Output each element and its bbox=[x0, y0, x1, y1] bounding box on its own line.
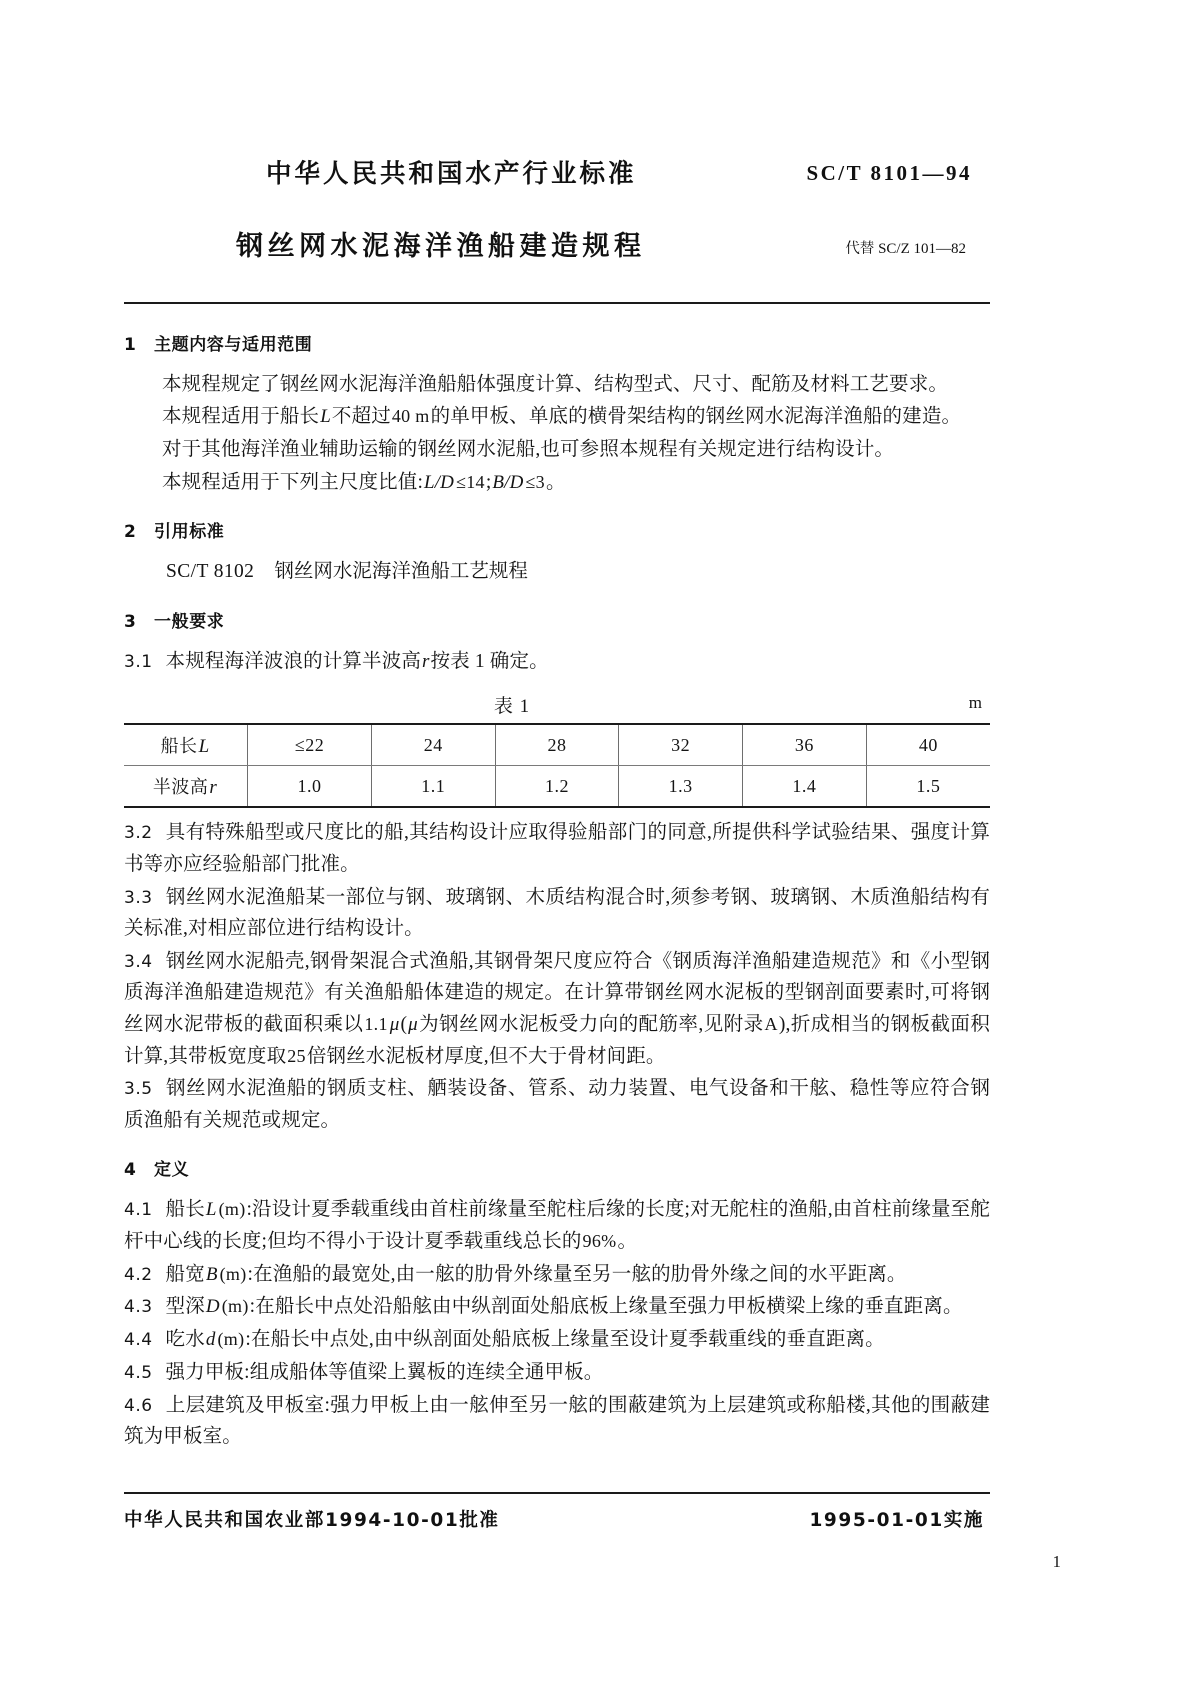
table-1-cell-r2c6: 1.5 bbox=[866, 766, 990, 808]
table-1-block bbox=[124, 691, 990, 808]
clause-title-1: 主题内容与适用范围 bbox=[154, 334, 313, 355]
c1p2-a: 本规程适用于船长 bbox=[162, 406, 320, 428]
symbol-L-def: L bbox=[205, 1199, 217, 1221]
c41-b: :沿设计夏季载重线由首柱前缘量至舵柱后缘的长度;对无舵柱的渔船,由首柱前缘量至舵杆中心线的长度;但均不得小于设计夏季载重线总长的 bbox=[124, 1199, 990, 1253]
clause-index-4-1: 4.1 bbox=[124, 1200, 153, 1221]
clause-index-3-3: 3.3 bbox=[124, 887, 153, 908]
ratio-L-over-D-limit: ≤14 bbox=[456, 471, 485, 492]
table-1-cell-r2c4: 1.3 bbox=[619, 766, 743, 808]
table-1-cell-r1c1: ≤22 bbox=[248, 724, 372, 766]
clause-4-5 bbox=[124, 1357, 990, 1389]
c43-a: 型深 bbox=[165, 1296, 205, 1318]
row-1-label-text: 船长 bbox=[160, 736, 198, 757]
table-1-cell-r1c2: 24 bbox=[371, 724, 495, 766]
c44-a: 吃水 bbox=[165, 1329, 205, 1351]
table-1-cell-r2c2: 1.1 bbox=[371, 766, 495, 808]
clause-4-6 bbox=[124, 1390, 990, 1453]
page-number: 1 bbox=[1052, 1552, 1061, 1571]
replaces-note bbox=[845, 237, 990, 262]
header-title-row bbox=[124, 232, 990, 262]
unit-m-43: (m) bbox=[221, 1296, 249, 1317]
row-1-label-symbol: L bbox=[198, 736, 210, 758]
clause-heading-3 bbox=[124, 607, 990, 632]
clause-number-4: 4 bbox=[124, 1160, 137, 1181]
clause-index-4-4: 4.4 bbox=[124, 1330, 153, 1351]
c42-a: 船宽 bbox=[165, 1263, 205, 1285]
symbol-B-def: B bbox=[205, 1263, 218, 1285]
referenced-standard-title: 钢丝网水泥海洋渔船工艺规程 bbox=[274, 561, 528, 583]
table-1-caption: 表 1 bbox=[493, 696, 531, 718]
document-header bbox=[124, 0, 990, 304]
clause-heading-2 bbox=[124, 517, 990, 542]
clause-1-paragraph-1: 本规程规定了钢丝网水泥海洋渔船船体强度计算、结构型式、尺寸、配筋及材料工艺要求。 bbox=[162, 373, 949, 395]
document-body bbox=[124, 330, 990, 1453]
clause-4-1 bbox=[124, 1194, 990, 1257]
value-40m: 40 m bbox=[391, 406, 430, 427]
table-1-cell-r1c5: 36 bbox=[743, 724, 867, 766]
c1p4-semicolon: ; bbox=[485, 471, 492, 493]
clause-index-4-6: 4.6 bbox=[124, 1395, 153, 1416]
table-1-cell-r2c3: 1.2 bbox=[495, 766, 619, 808]
annex-reference-A: A bbox=[764, 1013, 778, 1034]
c34-c: ),折成相当的钢板截面积计算,其带板宽度取 bbox=[124, 1013, 991, 1067]
clause-index-3-4: 3.4 bbox=[124, 951, 153, 972]
unit-m-41: (m) bbox=[218, 1199, 246, 1220]
c1p2-b: 不超过 bbox=[331, 406, 391, 428]
c1p4-a: 本规程适用于下列主尺度比值: bbox=[162, 471, 424, 493]
referenced-standard-item bbox=[124, 556, 990, 587]
symbol-D-def: D bbox=[205, 1296, 220, 1318]
table-1-unit: m bbox=[968, 693, 982, 713]
table-1 bbox=[124, 723, 990, 808]
table-1-cell-r2c1: 1.0 bbox=[248, 766, 372, 808]
clause-4-6-text: 上层建筑及甲板室:强力甲板上由一舷伸至另一舷的围蔽建筑为上层建筑或称船楼,其他的围蔽建筑为甲板室。 bbox=[124, 1394, 990, 1448]
clause-4-2 bbox=[124, 1259, 990, 1291]
header-divider bbox=[124, 302, 990, 304]
table-1-cell-r2c5: 1.4 bbox=[743, 766, 867, 808]
footer-effective-date: 1995-01-01实施 bbox=[809, 1510, 984, 1531]
clause-index-4-3: 4.3 bbox=[124, 1297, 153, 1318]
clause-3-2-text: 具有特殊船型或尺度比的船,其结构设计应取得验船部门的同意,所提供科学试验结果、强度计算书等亦应经验船部门批准。 bbox=[124, 822, 990, 875]
page-content bbox=[124, 0, 990, 1454]
clause-title-3: 一般要求 bbox=[154, 611, 225, 632]
c34-a: 钢丝网水泥船壳,钢骨架混合式渔船,其钢骨架尺度应符合《钢质海洋渔船建造规范》和《小型钢质海洋渔船建造规范》有关渔船船体建造的规定。在计算带钢丝网水泥板的型钢剖面要素时,可将钢丝网水泥带板的截面积乘以 bbox=[124, 950, 990, 1035]
c42-b: :在渔船的最宽处,由一舷的肋骨外缘量至另一舷的肋骨外缘之间的水平距离。 bbox=[247, 1263, 907, 1285]
unit-m-44: (m) bbox=[217, 1329, 245, 1350]
clause-1-paragraph-2 bbox=[124, 401, 990, 433]
clause-heading-1 bbox=[124, 330, 990, 355]
c1p4-end: 。 bbox=[545, 471, 566, 493]
table-1-cell-r1c6: 40 bbox=[866, 724, 990, 766]
clause-index-3-5: 3.5 bbox=[124, 1079, 153, 1100]
clause-1-paragraph-3: 对于其他海洋渔业辅助运输的钢丝网水泥船,也可参照本规程有关规定进行结构设计。 bbox=[162, 439, 895, 461]
clause-3-3-text: 钢丝网水泥渔船某一部位与钢、玻璃钢、木质结构混合时,须参考钢、玻璃钢、木质渔船结构有关标准,对相应部位进行结构设计。 bbox=[124, 886, 990, 940]
clause-title-2: 引用标准 bbox=[154, 522, 225, 543]
ratio-B-over-D: B/D bbox=[492, 471, 524, 493]
standard-code: SC/T 8101—94 bbox=[806, 161, 972, 186]
clause-1-paragraph-4 bbox=[124, 467, 990, 499]
symbol-r: r bbox=[422, 650, 430, 672]
clause-3-3 bbox=[124, 882, 990, 945]
clause-3-5 bbox=[124, 1073, 990, 1136]
clause-index-4-5: 4.5 bbox=[124, 1362, 153, 1383]
symbol-mu-1: μ bbox=[389, 1013, 400, 1035]
c34-d: 倍钢丝水泥板材厚度,但不大于骨材间距。 bbox=[306, 1045, 666, 1067]
table-1-cell-r1c4: 32 bbox=[619, 724, 743, 766]
clause-heading-4 bbox=[124, 1155, 990, 1180]
table-1-caption-row bbox=[124, 691, 990, 717]
c31-b: 按表 1 确定。 bbox=[430, 650, 549, 672]
symbol-mu-2: μ bbox=[408, 1013, 418, 1035]
ratio-B-over-D-limit: ≤3 bbox=[525, 471, 545, 492]
symbol-L: L bbox=[320, 406, 331, 428]
replaces-code: SC/Z 101—82 bbox=[878, 240, 966, 257]
clause-number-2: 2 bbox=[124, 522, 137, 543]
clause-index-3-2: 3.2 bbox=[124, 823, 153, 844]
c31-a: 本规程海洋波浪的计算半波高 bbox=[165, 650, 421, 672]
c34-b: 为钢丝网水泥板受力向的配筋率,见附录 bbox=[418, 1013, 764, 1035]
clause-title-4: 定义 bbox=[154, 1160, 190, 1181]
row-2-label-text: 半波高 bbox=[152, 777, 209, 798]
value-25: 25 bbox=[287, 1045, 306, 1066]
page-title: 钢丝网水泥海洋渔船建造规程 bbox=[236, 231, 646, 263]
c41-a: 船长 bbox=[165, 1199, 205, 1221]
symbol-d-def: d bbox=[205, 1329, 216, 1351]
footer-approval-text: 中华人民共和国农业部1994-10-01批准 bbox=[124, 1510, 500, 1531]
clause-3-1 bbox=[124, 646, 990, 678]
row-2-label-symbol: r bbox=[209, 777, 218, 799]
document-footer bbox=[124, 1506, 990, 1532]
value-1-1: 1.1 bbox=[364, 1013, 388, 1034]
unit-m-42: (m) bbox=[219, 1263, 247, 1284]
c34-paren-open: ( bbox=[400, 1013, 408, 1035]
clause-index-3-1: 3.1 bbox=[124, 651, 153, 672]
table-1-row-2-label bbox=[124, 766, 248, 808]
replaces-label: 代替 bbox=[845, 240, 875, 257]
ratio-L-over-D: L/D bbox=[424, 471, 455, 493]
clause-3-5-text: 钢丝网水泥渔船的钢质支柱、舾装设备、管系、动力装置、电气设备和干舷、稳性等应符合钢质渔船有关规范或规定。 bbox=[124, 1078, 990, 1131]
footer-divider bbox=[124, 1492, 990, 1494]
clause-index-4-2: 4.2 bbox=[124, 1264, 153, 1285]
clause-number-1: 1 bbox=[124, 334, 137, 355]
table-row bbox=[124, 724, 990, 766]
c1p2-c: 的单甲板、单底的横骨架结构的钢丝网水泥海洋渔船的建造。 bbox=[430, 406, 962, 428]
referenced-standard-code: SC/T 8102 bbox=[166, 561, 255, 583]
issuing-organization-title: 中华人民共和国水产行业标准 bbox=[266, 159, 637, 189]
clause-4-5-text: 强力甲板:组成船体等值梁上翼板的连续全通甲板。 bbox=[165, 1361, 604, 1383]
c43-b: :在船长中点处沿船舷由中纵剖面处船底板上缘量至强力甲板横梁上缘的垂直距离。 bbox=[249, 1296, 963, 1318]
clause-3-4 bbox=[124, 946, 990, 1073]
c44-b: :在船长中点处,由中纵剖面处船底板上缘量至设计夏季载重线的垂直距离。 bbox=[245, 1329, 885, 1351]
c41-c: 。 bbox=[617, 1231, 638, 1253]
table-1-row-1-label bbox=[124, 724, 248, 766]
header-top-row bbox=[124, 160, 990, 188]
clause-4-4 bbox=[124, 1324, 990, 1356]
value-96-percent: 96% bbox=[582, 1231, 617, 1252]
clause-3-2 bbox=[124, 817, 990, 880]
clause-4-3 bbox=[124, 1291, 990, 1323]
table-row bbox=[124, 766, 990, 808]
clause-number-3: 3 bbox=[124, 611, 137, 632]
table-1-cell-r1c3: 28 bbox=[495, 724, 619, 766]
